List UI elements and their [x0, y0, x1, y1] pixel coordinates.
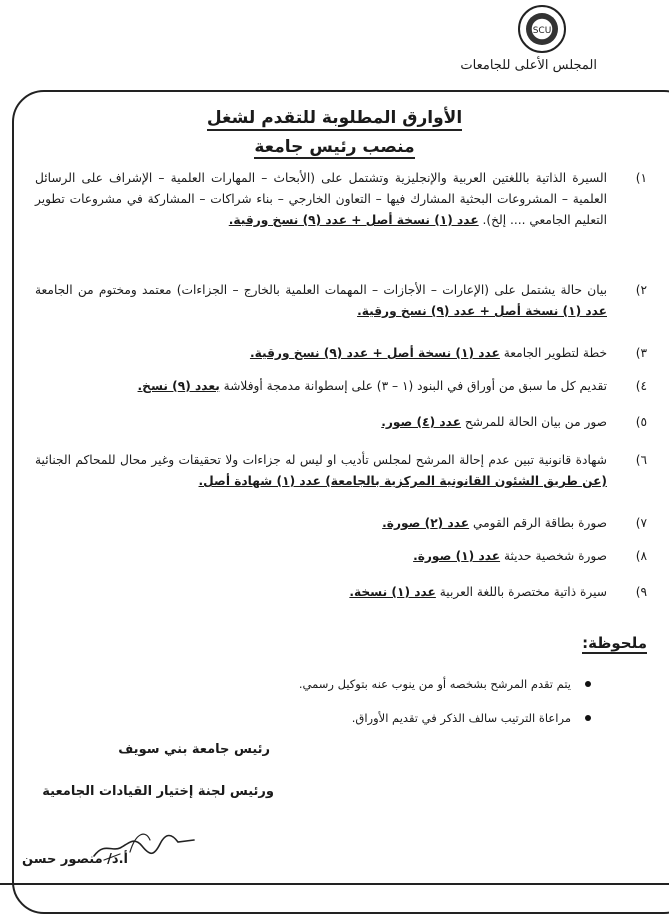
note-text: يتم تقدم المرشح بشخصه أو من ينوب عنه بتوكيل رسمي. [298, 677, 571, 691]
note-item [91, 676, 591, 692]
list-item [35, 343, 647, 376]
bullet-icon [585, 681, 591, 687]
item-number: ٩) [635, 585, 647, 599]
signatory-title: رئيس جامعة بني سويف [118, 742, 270, 757]
bottom-divider [0, 883, 669, 885]
item-body: صور من بيان الحالة للمرشح [464, 415, 607, 429]
seal-logo-text: SCU [532, 26, 552, 36]
item-quantity: عدد (١) نسخة أصل + عدد (٩) نسخ ورقية. [228, 213, 479, 227]
requirements-list [35, 168, 647, 622]
item-number: ٣) [635, 346, 647, 360]
item-body: السيرة الذاتية باللغتين العربية والإنجليزية وتشتمل على (الأبحاث – المهارات العلمية – الإشراف على الرسائل العلمية – المشروعات البحثية المشارك فيها – التعاون الخارجي – بناء شراكات – المشاركة في مشروعات تطوير التعليم الجامعي .... إلخ). [35, 171, 607, 227]
item-body: بيان حالة يشتمل على (الإعارات – الأجازات – المهمات العلمية بالخارج – الجزاءات) معتمد ومختوم من الجامعة [35, 283, 607, 297]
item-body: صورة بطاقة الرقم القومي [472, 516, 607, 530]
item-text [35, 280, 607, 322]
item-text [35, 376, 607, 397]
item-text [35, 450, 607, 492]
item-number: ٤) [635, 379, 647, 393]
item-quantity: عدد (١) نسخة أصل + عدد (٩) نسخ ورقية. [357, 304, 607, 318]
item-text [35, 168, 607, 231]
item-text [35, 582, 607, 603]
item-quantity: عدد (٢) صورة. [382, 516, 470, 530]
list-item [35, 546, 647, 582]
document-title [0, 108, 669, 159]
item-quantity: عدد (٤) صور. [381, 415, 462, 429]
item-body: شهادة قانونية تبين عدم إحالة المرشح لمجلس تأديب او ليس له جزاءات ولا تحقيقات وغير محال للمحاكم الجنائية [35, 453, 607, 467]
bullet-icon [585, 715, 591, 721]
item-text [35, 546, 607, 567]
list-item [35, 376, 647, 412]
list-item [35, 168, 647, 280]
item-quantity: عدد (١) نسخة أصل + عدد (٩) نسخ ورقية. [249, 346, 500, 360]
item-body: صورة شخصية حديثة [503, 549, 607, 563]
note-item [91, 710, 591, 726]
item-body: سيرة ذاتية مختصرة باللغة العربية [439, 585, 607, 599]
item-text [35, 343, 607, 364]
notes-list [91, 676, 591, 744]
item-body: خطة لتطوير الجامعة [503, 346, 607, 360]
item-number: ١) [635, 171, 647, 185]
note-text: مراعاة الترتيب سالف الذكر في تقديم الأوراق. [351, 711, 571, 725]
title-line-1: الأوارق المطلوبة للتقدم لشغل [207, 108, 462, 131]
list-item [35, 513, 647, 546]
item-number: ٨) [635, 549, 647, 563]
list-item [35, 280, 647, 343]
item-number: ٢) [635, 283, 647, 297]
list-item [35, 582, 647, 622]
list-item [35, 412, 647, 450]
council-seal-icon [517, 4, 567, 54]
signatory-committee: ورئيس لجنة إختيار القيادات الجامعية [42, 784, 274, 799]
item-quantity: (عن طريق الشئون القانونية المركزية بالجامعة) عدد (١) شهادة أصل. [198, 474, 607, 488]
item-quantity: عدد (١) نسخة. [349, 585, 436, 599]
item-text [35, 513, 607, 534]
item-text [35, 412, 607, 433]
letterhead [460, 4, 597, 73]
item-quantity: عدد (١) صورة. [413, 549, 501, 563]
item-body: تقديم كل ما سبق من أوراق في البنود (١ – ٣) على إسطوانة مدمجة أوفلاشة [223, 379, 607, 393]
list-item [35, 450, 647, 513]
title-line-2: منصب رئيس جامعة [254, 137, 415, 157]
item-quantity: بعدد (٩) نسخ. [137, 379, 220, 393]
signatory-name: أ.د/ منصور حسن [22, 852, 128, 867]
item-number: ٥) [635, 415, 647, 429]
item-number: ٦) [635, 453, 647, 467]
council-name: المجلس الأعلى للجامعات [460, 58, 597, 73]
item-number: ٧) [635, 516, 647, 530]
note-heading: ملحوظة: [582, 634, 647, 652]
